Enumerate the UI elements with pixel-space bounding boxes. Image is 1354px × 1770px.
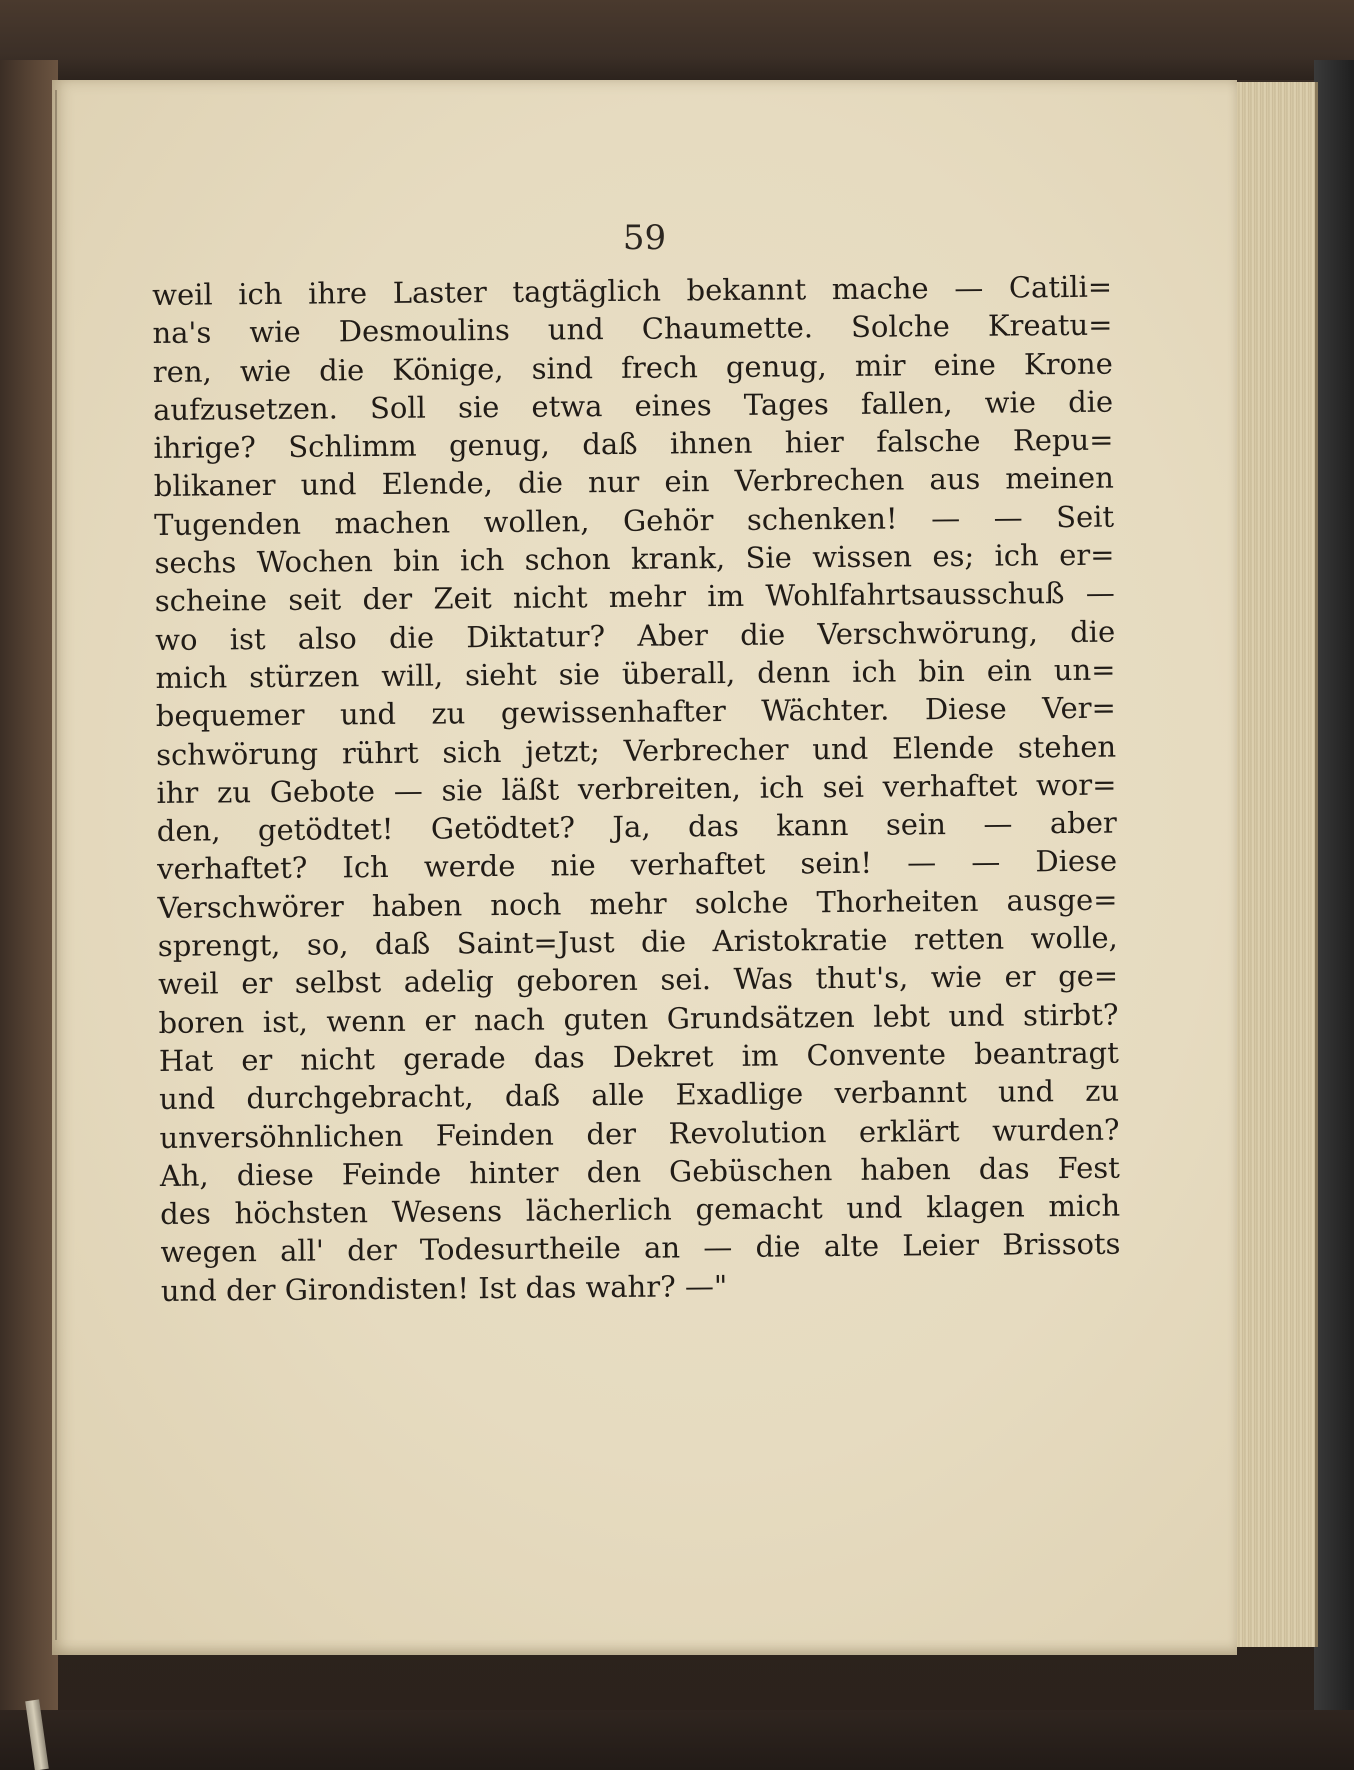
page-edges xyxy=(1225,82,1318,1647)
text-line: bequemer und zu gewissenhafter Wächter. Diese Ver= xyxy=(155,690,1116,734)
text-line: wo ist also die Diktatur? Aber die Verschwörung, die xyxy=(155,614,1116,657)
text-line: Verschwörer haben noch mehr solche Thorheiten ausge= xyxy=(157,882,1118,925)
book-cover-right xyxy=(1314,60,1354,1770)
text-line: ihr zu Gebote — sie läßt verbreiten, ich sei verhaftet wor= xyxy=(156,767,1117,810)
text-line: mich stürzen will, sieht sie überall, denn ich bin ein un= xyxy=(155,652,1116,695)
book-page xyxy=(52,80,1237,1655)
page-number: 59 xyxy=(622,218,667,258)
text-line: wegen all' der Todesurtheile an — die alte Leier Brissots xyxy=(160,1227,1121,1270)
text-line: ren, wie die Könige, sind frech genug, mir eine Krone xyxy=(152,346,1113,389)
text-line: boren ist, wenn er nach guten Grundsätzen lebt und stirbt? xyxy=(158,997,1119,1040)
text-line: weil ich ihre Laster tagtäglich bekannt mache — Catili= xyxy=(152,269,1113,312)
text-line: sprengt, so, daß Saint=Just die Aristokratie retten wolle, xyxy=(157,920,1118,964)
text-line: schwörung rührt sich jetzt; Verbrecher und Elende stehen xyxy=(156,729,1117,772)
text-line: Hat er nicht gerade das Dekret im Convente beantragt xyxy=(158,1035,1119,1078)
text-line: na's wie Desmoulins und Chaumette. Solche Kreatu= xyxy=(152,307,1113,351)
text-line: Ah, diese Feinde hinter den Gebüschen haben das Fest xyxy=(159,1150,1120,1193)
book-cover-left xyxy=(0,60,58,1770)
text-line: und der Girondisten! Ist das wahr? —" xyxy=(160,1268,728,1308)
text-line: unversöhnlichen Feinden der Revolution erklärt wurden? xyxy=(159,1112,1120,1155)
page-text xyxy=(152,268,1121,1310)
text-line: aufzusetzen. Soll sie etwa eines Tages fallen, wie die xyxy=(153,384,1114,427)
gutter-line xyxy=(55,90,57,1640)
text-line: und durchgebracht, daß alle Exadlige verbannt und zu xyxy=(159,1073,1120,1117)
text-line: den, getödtet! Getödtet? Ja, das kann sein — aber xyxy=(156,805,1117,849)
text-line: ihrige? Schlimm genug, daß ihnen hier falsche Repu= xyxy=(153,422,1114,466)
text-line: verhaftet? Ich werde nie verhaftet sein! — — Diese xyxy=(157,844,1118,887)
text-line: scheine seit der Zeit nicht mehr im Wohlfahrtsausschuß — xyxy=(154,575,1115,619)
text-line: des höchsten Wesens lächerlich gemacht und klagen mich xyxy=(160,1188,1121,1232)
book-cover-top xyxy=(0,0,1354,80)
book-cover-bottom xyxy=(0,1710,1354,1770)
text-line: blikaner und Elende, die nur ein Verbrechen aus meinen xyxy=(153,461,1114,504)
text-line: sechs Wochen bin ich schon krank, Sie wissen es; ich er= xyxy=(154,537,1115,581)
text-line: Tugenden machen wollen, Gehör schenken! — — Seit xyxy=(154,499,1115,542)
text-line: weil er selbst adelig geboren sei. Was thut's, wie er ge= xyxy=(158,958,1119,1002)
